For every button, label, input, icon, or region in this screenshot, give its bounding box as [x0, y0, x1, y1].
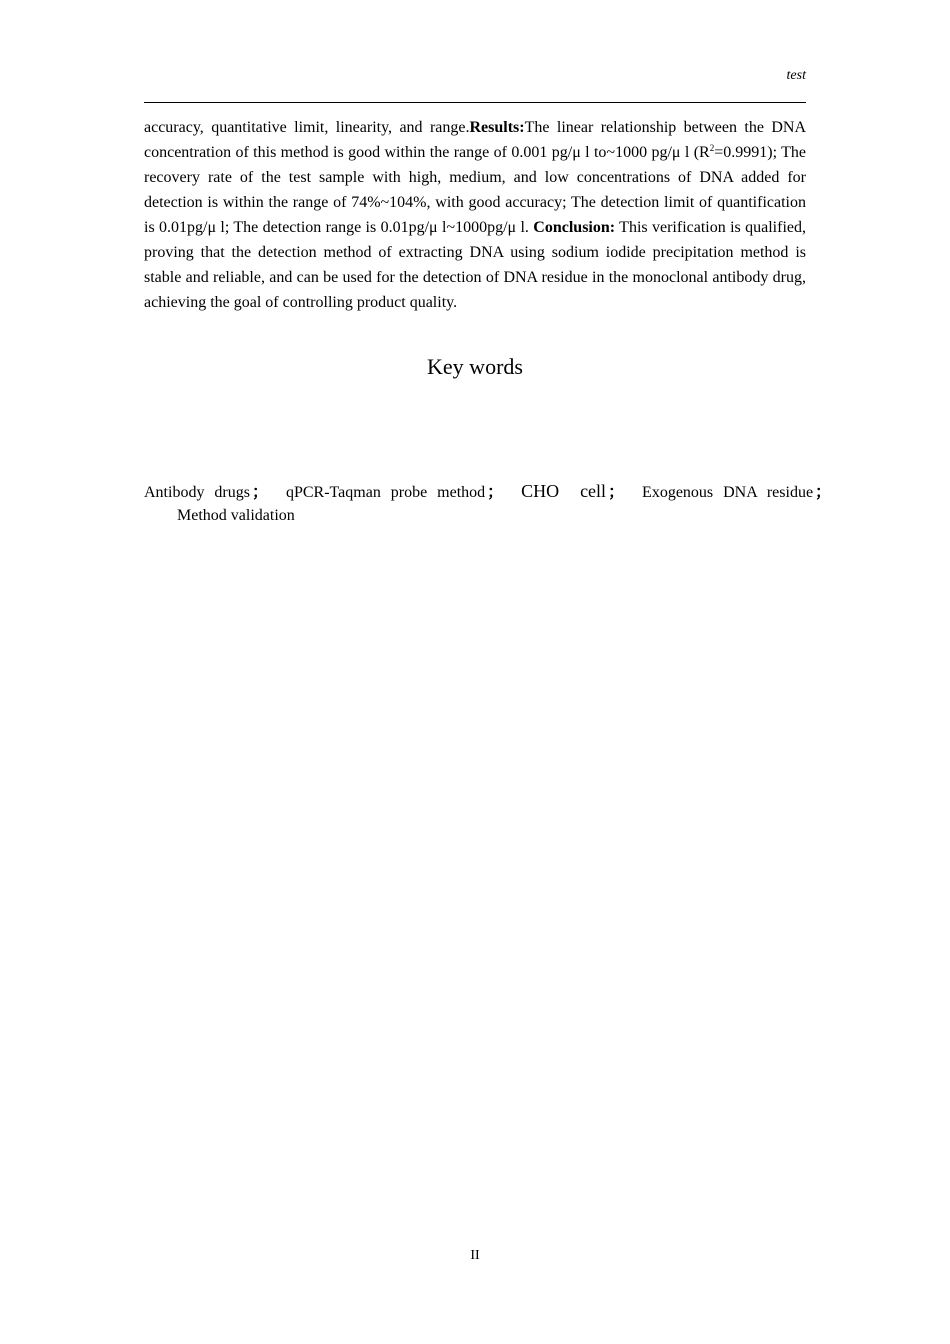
results-label: Results: — [469, 119, 525, 136]
keyword-separator: ； — [815, 484, 832, 501]
header-rule — [144, 102, 806, 103]
abstract-body — [144, 115, 806, 315]
conclusion-label: Conclusion: — [533, 219, 616, 236]
keywords-list — [144, 480, 839, 527]
conclusion-text: This verification is qualified, proving that the detection method of extracting DNA using sodium iodide precipitation method is stable and reliable, and can be used for the detection of DNA residue in the monoclonal antibody drug, achieving the goal of controlling product quality. — [144, 219, 807, 311]
keyword-separator: ； — [608, 484, 625, 501]
running-header: test — [786, 68, 806, 83]
page-number: II — [470, 1248, 480, 1263]
keyword-separator: ； — [487, 484, 504, 501]
keyword-item: Method validation — [177, 507, 295, 524]
results-text: The linear relationship between the DNA concentration of this method is good within the range of 0.001 pg/μ l to~1000 pg/μ l (R — [144, 119, 806, 161]
keyword-item: Exogenous DNA residue — [642, 484, 814, 501]
results-text-continued: =0.9991); The recovery rate of the test sample with high, medium, and low concentrations of DNA added for detection is within the range of 74%~104%, with good accuracy; The detection limit of quantification is 0.01pg/μ l; The detection range is 0.01pg/μ l~1000pg/μ l. — [144, 144, 807, 236]
keywords-heading: Key words — [427, 354, 523, 379]
keyword-item: CHO cell — [521, 481, 607, 501]
keyword-item: qPCR-Taqman probe method — [285, 484, 486, 501]
abstract-lead-text: accuracy, quantitative limit, linearity, and range. — [144, 119, 470, 136]
keyword-item: Antibody drugs — [144, 484, 250, 501]
r-squared-superscript: 2 — [709, 143, 715, 153]
keyword-separator: ； — [251, 484, 268, 501]
